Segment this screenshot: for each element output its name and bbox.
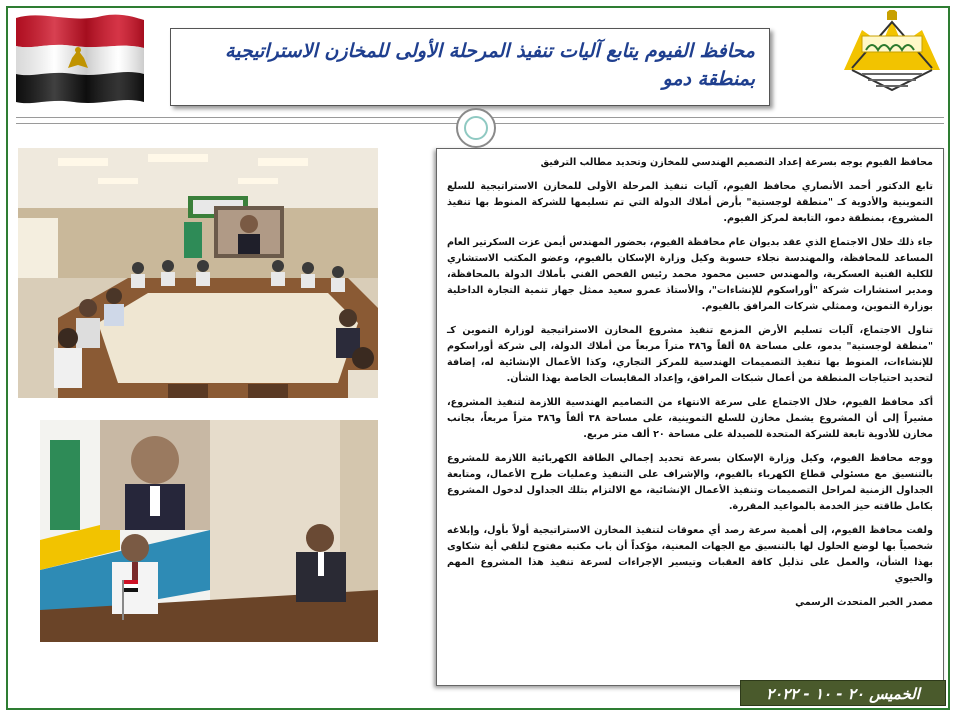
title-text: محافظ الفيوم يتابع آليات تنفيذ المرحلة الأولى للمخازن الاستراتيجية بمنطقة دمو	[225, 40, 755, 90]
article-subheading: محافظ الفيوم يوجه بسرعة إعداد التصميم الهندسي للمخازن وتحديد مطالب الترفيق	[540, 157, 933, 168]
article-paragraph: أكد محافظ الفيوم، خلال الاجتماع على سرعة الانتهاء من التصاميم الهندسية اللازمة لتنفيذ المشروع، مشيراً إلى أن المشروع يشمل مخازن للسلع التموينية، على مساحة ٣٨ ألفاً و٣٨٦ متراً مربعاً، بجانب مخازن للأدوية تابعة للشركة المتحدة للصيدلة على مساحة ٢٠ ألف متر مربع.	[447, 397, 934, 440]
governorate-logo-icon	[842, 10, 942, 100]
meeting-room-photo	[18, 148, 378, 398]
date-text: الخميس ٢٠ - ١٠ - ٢٠٢٢	[766, 685, 920, 703]
meeting-photo-icon	[18, 148, 378, 398]
article-source: مصدر الخبر المتحدث الرسمي	[795, 597, 933, 608]
article-paragraph: جاء ذلك خلال الاجتماع الذي عقد بديوان عام محافظة الفيوم، بحضور المهندس أيمن عزت السكرتير العام المساعد للمحافظة، والمهندسة نجلاء حسوبة وكيل وزارة الإسكان بالفيوم، وعضو المكتب الاستشاري للكلية الفنية العسكرية، والمهندس حسين محمود محمد رئيس الفحص الفني بأملاك الدولة بالمحافظة، ومدير استشارات شركة "أوراسكوم للإنشاءات"، والأستاذ عمرو سعيد ممثل جهاز تنمية التجارة الداخلية بوزارة التموين، وممثلي شركات المرافق بالفيوم.	[447, 237, 933, 312]
egypt-flag-icon	[12, 10, 148, 106]
page-title	[170, 28, 770, 106]
governor-desk-photo	[40, 420, 378, 642]
date-badge	[740, 680, 946, 706]
article-paragraph: تابع الدكتور أحمد الأنصاري محافظ الفيوم، آليات تنفيذ المرحلة الأولى للمخازن الاستراتيجية للسلع التموينية والأدوية كـ "منطقة لوجستية" بأرض أملاك الدولة التي تم تسليمها للشركة المنوط بها تنفيذ المشروع، بمنطقة دمو، التابعة لمركز الفيوم.	[447, 181, 933, 224]
article-paragraph: ووجه محافظ الفيوم، وكيل وزارة الإسكان بسرعة تحديد إجمالي الطاقة الكهربائية اللازمة للمشروع بالتنسيق مع مسئولي قطاع الكهرباء بالفيوم، والإشراف على التنفيذ وعمليات طرح الأعمال، ومتابعة الجداول الزمنية لمراحل التصميمات وتنفيذ الأعمال الإنشائية، مع الالتزام بتلك الجداول لدخول المشروع بكامل طاقته حيز الخدمة بالمواعيد المقررة.	[447, 453, 933, 512]
divider-ornament	[456, 108, 496, 148]
article-paragraph: تناول الاجتماع، آليات تسليم الأرض المزمع تنفيذ مشروع المخازن الاستراتيجية لوزارة التموين كـ "منطقة لوجستية" بدمو، على مساحة ٥٨ ألفاً و٣٨٦ متراً مربعاً من أملاك الدولة، إلى شركة أوراسكوم للإنشاءات، المنوط بها تنفيذ التصميمات الهندسية للمركز التجاري، وكذا الأعمال الإنشائية له، إضافة لتحديد احتياجات المنطقة من أعمال شبكات المرافق، وإعداد المقايسات الخاصة بهذا الشأن.	[447, 325, 933, 384]
office-photo-icon	[40, 420, 378, 642]
article-body	[436, 148, 944, 686]
article-paragraph: ولفت محافظ الفيوم، إلى أهمية سرعة رصد أي معوقات لتنفيذ المخازن الاستراتيجية أولاً بأول، وإبلاغه شخصياً بها لوضع الحلول لها بالتنسيق مع الجهات المعنية، مؤكداً أن باب مكتبه مفتوح لتلقي أية شكاوى بهذا الشأن، والعمل على تذليل كافة العقبات وتيسير الإجراءات لسرعة تنفيذ هذا المشروع المهم والحيوي	[447, 525, 933, 584]
